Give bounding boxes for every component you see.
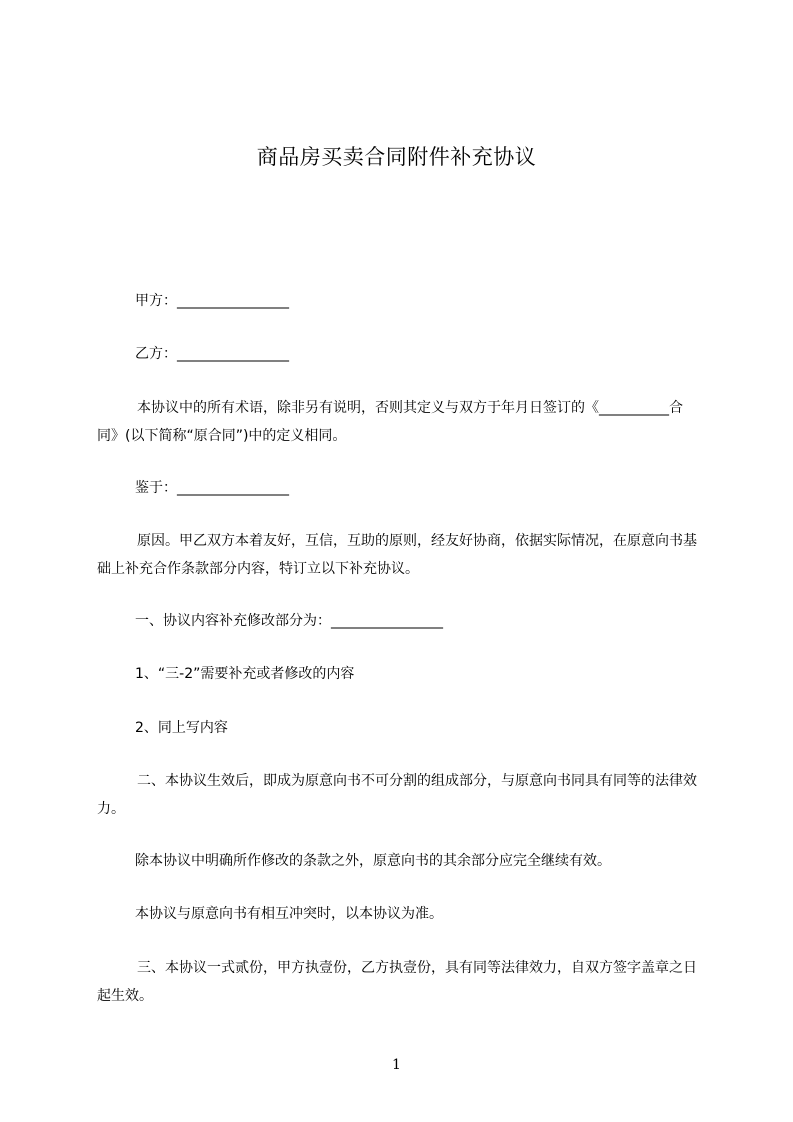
reason-paragraph: 原因。甲乙双方本着友好，互信，互助的原则，经友好协商，依据实际情况，在原意向书基础上补充合作条款部分内容，特订立以下补充协议。	[97, 533, 697, 577]
whereas-line: 鉴于：________________	[135, 480, 289, 496]
clause-1-item-2: 2、同上写内容	[135, 720, 228, 736]
page-number: 1	[392, 1057, 401, 1073]
clause-2-conflict-paragraph: 本协议与原意向书有相互冲突时，以本协议为准。	[135, 906, 443, 922]
clause-1-heading: 一、协议内容补充修改部分为：________________	[135, 613, 443, 629]
clause-2-remaining-paragraph: 除本协议中明确所作修改的条款之外，原意向书的其余部分应完全继续有效。	[135, 853, 611, 869]
clause-2-paragraph: 二、本协议生效后，即成为原意向书不可分割的组成部分，与原意向书同具有同等的法律效力。	[97, 773, 697, 817]
document-title: 商品房买卖合同附件补充协议	[256, 145, 537, 169]
party-a-line: 甲方：________________	[135, 293, 289, 309]
clause-3-paragraph: 三、本协议一式贰份，甲方执壹份，乙方执壹份，具有同等法律效力，自双方签字盖章之日起生效。	[97, 960, 697, 1004]
party-b-line: 乙方：________________	[135, 346, 289, 362]
terms-definition-paragraph: 本协议中的所有术语，除非另有说明，否则其定义与双方于年月日签订的《__________合同》(以下简称“原合同”)中的定义相同。	[97, 400, 683, 444]
clause-1-item-1: 1、“三-2”需要补充或者修改的内容	[135, 666, 355, 682]
